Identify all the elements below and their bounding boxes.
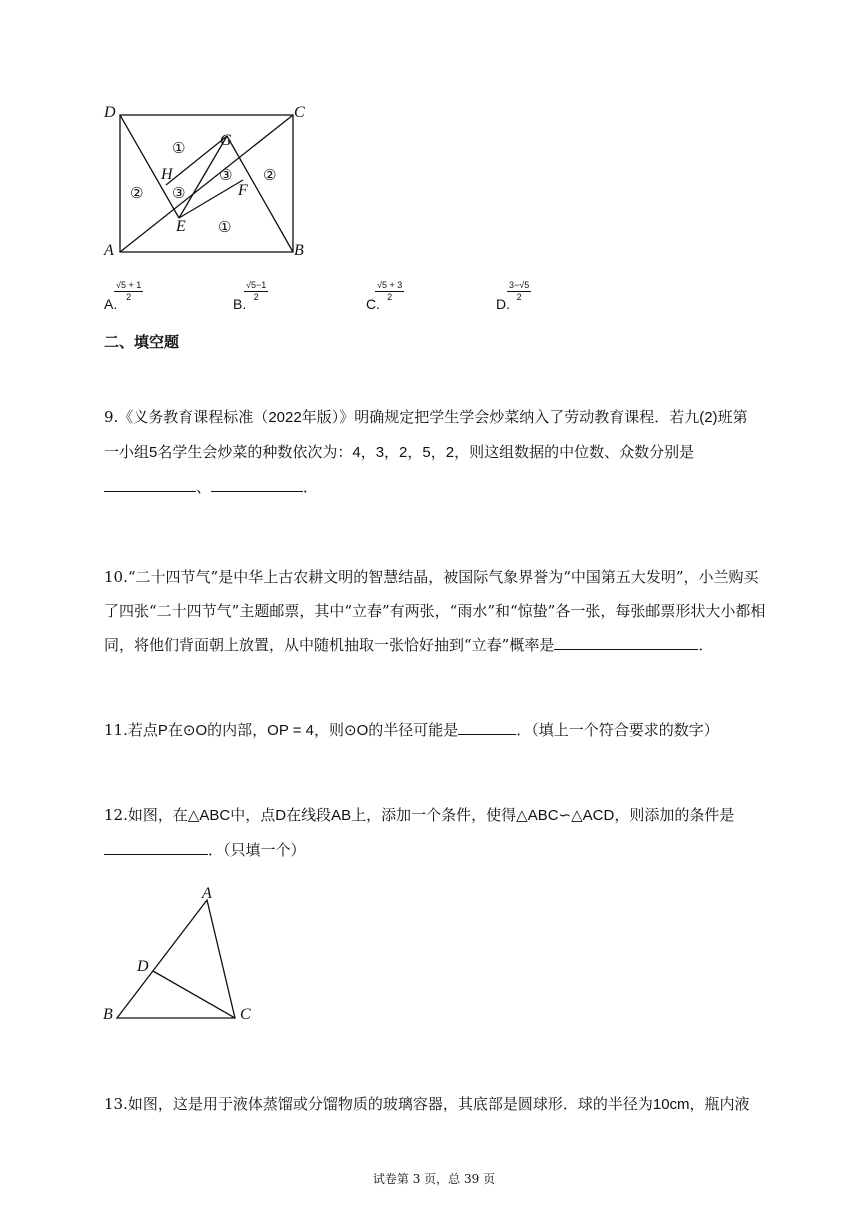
question-10 (104, 560, 764, 662)
option-a-numerator: √5 + 1 (116, 280, 142, 290)
section-title: 二、填空题 (104, 334, 180, 351)
q11-line-1: 11.若点P在⊙O的内部，OP = 4，则⊙O的半径可能是 ．（填上一个符合要求的数字） (104, 713, 764, 748)
q10-line-2: 了四张“二十四节气”主题邮票，其中“立春”有两张，“雨水”和“惊蛰”各一张，每张邮票形状大小都相 (104, 602, 766, 620)
option-b-fraction (244, 280, 268, 303)
option-b-denominator: 2 (253, 292, 259, 302)
option-c-denominator: 2 (387, 292, 393, 302)
q10-line-1: 10.“二十四节气”是中华上古农耕文明的智慧结晶，被国际气象界誉为“中国第五大发明”，小兰购买 (104, 568, 759, 586)
q9-answer-blank-mode[interactable] (211, 475, 303, 492)
vertex-F: F (238, 182, 248, 199)
vertex-G: G (220, 132, 232, 149)
option-d-letter: D. (496, 296, 510, 312)
q12-answer-blank[interactable] (104, 838, 208, 855)
segment-EF (179, 180, 243, 218)
q13-line-1: 13.如图，这是用于液体蒸馏或分馏物质的玻璃容器，其底部是圆球形．球的半径为10cm，瓶内液 (104, 1095, 750, 1113)
vertex-C: C (294, 104, 305, 121)
question-13 (104, 1087, 764, 1122)
region-2-left: ② (130, 184, 144, 202)
q9-answer-blank-median[interactable] (104, 475, 196, 492)
vertex-D: D (104, 104, 116, 121)
vertex-H: H (161, 166, 173, 183)
q10-line-3: 同，将他们背面朝上放置，从中随机抽取一张恰好抽到“立春”概率是 ． (104, 628, 764, 662)
option-b-letter: B. (233, 296, 247, 312)
figure-rectangle-diagram (100, 100, 320, 265)
option-c-numerator: √5 + 3 (377, 280, 403, 290)
triangle-vertex-A: A (202, 885, 212, 902)
triangle-ABC (117, 900, 235, 1018)
question-9 (104, 400, 764, 504)
region-3-mid: ③ (219, 166, 233, 184)
q9-line-1: 9.《义务教育课程标准（2022年版）》明确规定把学生学会炒菜纳入了劳动教育课程．若九(2)班第 (104, 408, 748, 426)
option-d-numerator: 3−√5 (509, 280, 530, 290)
option-d-fraction (507, 280, 531, 303)
vertex-B: B (294, 242, 304, 259)
option-a-letter: A. (104, 296, 118, 312)
page-footer: 试卷第 3 页，总 39 页 (372, 1172, 496, 1186)
q12-line-2: ．（只填一个） (104, 833, 764, 867)
option-c-letter: C. (366, 296, 380, 312)
vertex-A: A (104, 242, 114, 259)
option-c-fraction (375, 280, 404, 303)
q9-line-2: 一小组5名学生会炒菜的种数依次为：4，3，2，5，2，则这组数据的中位数、众数分别是 (104, 443, 695, 461)
region-2-right: ② (263, 166, 277, 184)
q12-line-1: 12.如图，在△ABC中，点D在线段AB上，添加一个条件，使得△ABC∽△ACD，则添加的条件是 (104, 806, 735, 824)
option-b-numerator: √5−1 (246, 280, 267, 290)
q11-answer-blank[interactable] (458, 718, 516, 735)
vertex-E: E (176, 218, 186, 235)
q9-line-3: 、 ． (104, 470, 764, 504)
q10-answer-blank[interactable] (554, 633, 698, 650)
triangle-vertex-C: C (240, 1006, 251, 1023)
question-12 (104, 798, 764, 867)
question-11 (104, 713, 764, 748)
segment-DC (153, 971, 235, 1018)
option-a-denominator: 2 (126, 292, 132, 302)
region-3-left: ③ (172, 184, 186, 202)
region-1-top: ① (172, 139, 186, 157)
segment-BG (227, 136, 293, 252)
option-a-fraction (114, 280, 143, 303)
region-1-bottom: ① (218, 218, 232, 236)
triangle-vertex-B: B (103, 1006, 113, 1023)
triangle-vertex-D: D (137, 958, 149, 975)
option-d-denominator: 2 (516, 292, 522, 302)
